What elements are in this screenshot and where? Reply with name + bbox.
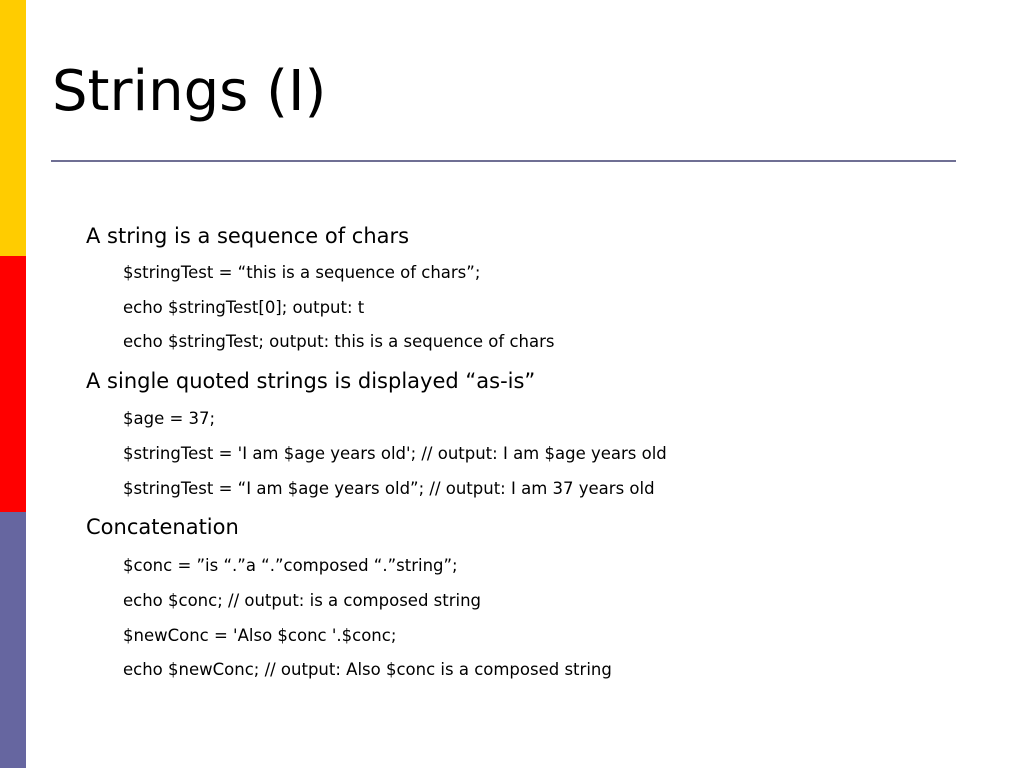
bullet-heading: A string is a sequence of chars <box>86 224 410 248</box>
code-line: $stringTest = 'I am $age years old'; // output: I am $age years old <box>123 444 667 463</box>
code-line: echo $newConc; // output: Also $conc is a composed string <box>123 660 612 679</box>
code-line: $stringTest = “I am $age years old”; // output: I am 37 years old <box>123 479 655 498</box>
bullet-heading: A single quoted strings is displayed “as-is” <box>86 369 536 393</box>
code-line: $newConc = 'Also $conc '.$conc; <box>123 626 397 645</box>
slide-title: Strings (I) <box>52 59 327 124</box>
bullet-heading: Concatenation <box>86 515 239 539</box>
code-line: echo $conc; // output: is a composed string <box>123 591 482 610</box>
code-line: $stringTest = “this is a sequence of chars”; <box>123 263 481 282</box>
code-line: echo $stringTest; output: this is a sequence of chars <box>123 332 555 351</box>
code-line: $age = 37; <box>123 409 216 428</box>
code-line: echo $stringTest[0]; output: t <box>123 298 365 317</box>
code-line: $conc = ”is “.”a “.”composed “.”string”; <box>123 556 458 575</box>
